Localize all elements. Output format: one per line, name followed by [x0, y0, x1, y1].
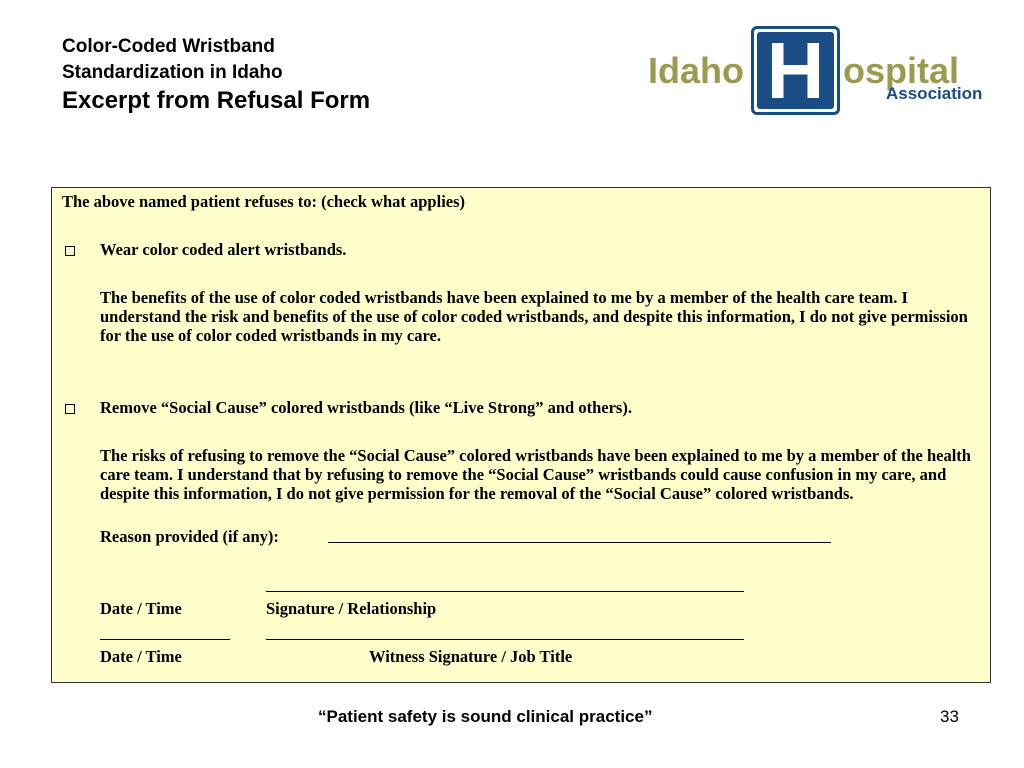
checkbox-wear-wristbands[interactable]: [65, 246, 75, 256]
option-wear-wristbands-explanation: The benefits of the use of color coded wristbands have been explained to me by a member of the health care team. I understand the risk and benefits of the use of color coded wristbands, and despite this information, I do not give permission for the use of color coded wristbands in my care.: [100, 288, 968, 345]
checkbox-remove-social-cause[interactable]: [65, 404, 75, 414]
title-line-2: Standardization in Idaho: [62, 62, 283, 83]
logo-word-ospital: ospital: [843, 50, 960, 91]
option-remove-social-cause-explanation: The risks of refusing to remove the “Social Cause” colored wristbands have been explained to me by a member of the health care team. I understand that by refusing to remove the “Social Cause” wristbands could cause confusion in my care, and despite this information, I do not give permission for the removal of the “Social Cause” colored wristbands.: [100, 446, 971, 503]
idaho-hospital-association-logo: [648, 24, 994, 118]
date-time-label-2: Date / Time: [100, 647, 182, 666]
page-number: 33: [940, 707, 959, 726]
logo-word-association: Association: [886, 84, 983, 103]
date-time-field-line[interactable]: [100, 639, 230, 640]
reason-field-line[interactable]: [328, 542, 831, 543]
logo-word-idaho: Idaho: [648, 50, 744, 91]
title-block: [62, 34, 370, 117]
witness-signature-field-line[interactable]: [266, 639, 744, 640]
form-intro: The above named patient refuses to: (check what applies): [62, 192, 466, 211]
refusal-form-excerpt: [51, 187, 991, 683]
option-remove-social-cause-label: Remove “Social Cause” colored wristbands (like “Live Strong” and others).: [100, 398, 632, 417]
witness-signature-label: Witness Signature / Job Title: [369, 647, 573, 666]
page-subtitle: Excerpt from Refusal Form: [62, 87, 371, 114]
logo-h-letter: H: [757, 32, 834, 109]
signature-field-line[interactable]: [266, 591, 744, 592]
signature-relationship-label: Signature / Relationship: [266, 599, 437, 618]
option-wear-wristbands-label: Wear color coded alert wristbands.: [100, 240, 347, 259]
title-line-1: Color-Coded Wristband: [62, 36, 275, 57]
logo-h-box: [751, 26, 840, 115]
reason-label: Reason provided (if any):: [100, 527, 279, 546]
date-time-label-1: Date / Time: [100, 599, 182, 618]
footer-quote: “Patient safety is sound clinical practice”: [318, 707, 653, 726]
